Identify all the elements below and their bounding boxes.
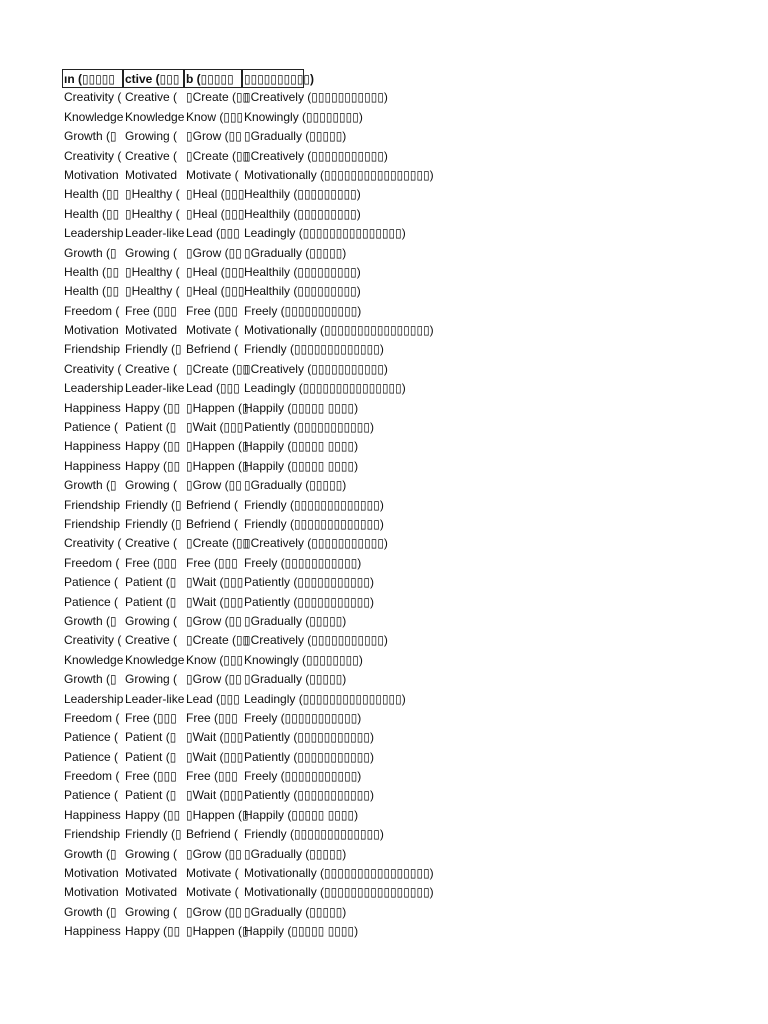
verb-cell[interactable]: ▯Heal (▯▯▯ [186,206,245,221]
verb-cell[interactable]: ▯Heal (▯▯▯ [186,284,245,299]
adverb-cell[interactable]: Friendly (▯▯▯▯▯▯▯▯▯▯▯▯▯) [244,827,384,842]
verb-cell[interactable]: Free (▯▯▯ [186,303,238,318]
adjective-cell[interactable]: Growing ( [125,846,178,861]
noun-cell[interactable]: Creativity ( [64,90,122,105]
noun-cell[interactable]: Motivation [64,866,119,881]
noun-cell[interactable]: Creativity ( [64,148,122,163]
verb-cell[interactable]: ▯Happen (▯ [186,400,249,415]
noun-cell[interactable]: Creativity ( [64,633,122,648]
adverb-cell[interactable]: ▯Gradually (▯▯▯▯▯) [244,245,347,260]
adverb-cell[interactable]: Motivationally (▯▯▯▯▯▯▯▯▯▯▯▯▯▯▯▯) [244,885,434,900]
adverb-cell[interactable]: ▯Creatively (▯▯▯▯▯▯▯▯▯▯▯) [244,148,388,163]
adverb-cell[interactable]: Knowingly (▯▯▯▯▯▯▯▯) [244,109,363,124]
noun-cell[interactable]: Happiness [64,807,121,822]
noun-cell[interactable]: Friendship [64,497,121,512]
adverb-cell[interactable]: Patiently (▯▯▯▯▯▯▯▯▯▯▯) [244,749,374,764]
verb-cell[interactable]: Lead (▯▯▯ [186,381,240,396]
noun-cell[interactable]: Happiness [64,458,121,473]
adjective-cell[interactable]: ▯Healthy ( [125,187,180,202]
adjective-cell[interactable]: Patient (▯ [125,594,177,609]
verb-cell[interactable]: ▯Create (▯▯ [186,90,250,105]
adverb-cell[interactable]: Motivationally (▯▯▯▯▯▯▯▯▯▯▯▯▯▯▯▯) [244,866,434,881]
noun-cell[interactable]: Growth (▯ [64,129,117,144]
verb-cell[interactable]: ▯Grow (▯▯ [186,129,242,144]
adverb-cell[interactable]: Leadingly (▯▯▯▯▯▯▯▯▯▯▯▯▯▯▯) [244,226,406,241]
adjective-cell[interactable]: Patient (▯ [125,788,177,803]
noun-cell[interactable]: Health (▯▯ [64,187,120,202]
noun-cell[interactable]: Leadership [64,691,124,706]
adjective-cell[interactable]: Patient (▯ [125,730,177,745]
noun-cell[interactable]: Patience ( [64,749,119,764]
noun-cell[interactable]: Health (▯▯ [64,264,120,279]
verb-cell[interactable]: ▯Wait (▯▯▯ [186,575,244,590]
adjective-cell[interactable]: Happy (▯▯ [125,400,181,415]
adverb-cell[interactable]: Healthily (▯▯▯▯▯▯▯▯▯) [244,187,361,202]
verb-cell[interactable]: ▯Happen (▯ [186,439,249,454]
adverb-cell[interactable]: Patiently (▯▯▯▯▯▯▯▯▯▯▯) [244,594,374,609]
verb-cell[interactable]: Motivate ( [186,323,239,338]
noun-cell[interactable]: Growth (▯ [64,672,117,687]
adverb-cell[interactable]: ▯Creatively (▯▯▯▯▯▯▯▯▯▯▯) [244,633,388,648]
noun-cell[interactable]: Motivation [64,323,119,338]
adverb-cell[interactable]: ▯Gradually (▯▯▯▯▯) [244,672,347,687]
adverb-cell[interactable]: ▯Gradually (▯▯▯▯▯) [244,904,347,919]
adjective-cell[interactable]: Knowledge [125,652,185,667]
verb-cell[interactable]: ▯Wait (▯▯▯ [186,788,244,803]
noun-cell[interactable]: Friendship [64,827,121,842]
verb-cell[interactable]: Befriend ( [186,497,239,512]
adverb-cell[interactable]: Happily (▯▯▯▯▯ ▯▯▯▯) [244,400,359,415]
adverb-cell[interactable]: Freely (▯▯▯▯▯▯▯▯▯▯▯) [244,769,362,784]
noun-cell[interactable]: Patience ( [64,788,119,803]
header-cell-noun[interactable]: ın (▯▯▯▯▯ [62,69,123,88]
adjective-cell[interactable]: Creative ( [125,90,178,105]
noun-cell[interactable]: Patience ( [64,730,119,745]
adverb-cell[interactable]: ▯Creatively (▯▯▯▯▯▯▯▯▯▯▯) [244,536,388,551]
noun-cell[interactable]: Leadership [64,381,124,396]
noun-cell[interactable]: Motivation [64,885,119,900]
verb-cell[interactable]: Befriend ( [186,516,239,531]
verb-cell[interactable]: Free (▯▯▯ [186,555,238,570]
adjective-cell[interactable]: Free (▯▯▯ [125,303,177,318]
adverb-cell[interactable]: Motivationally (▯▯▯▯▯▯▯▯▯▯▯▯▯▯▯▯) [244,323,434,338]
adverb-cell[interactable]: Friendly (▯▯▯▯▯▯▯▯▯▯▯▯▯) [244,342,384,357]
adverb-cell[interactable]: Freely (▯▯▯▯▯▯▯▯▯▯▯) [244,303,362,318]
verb-cell[interactable]: ▯Grow (▯▯ [186,904,242,919]
adverb-cell[interactable]: Healthily (▯▯▯▯▯▯▯▯▯) [244,284,361,299]
noun-cell[interactable]: Friendship [64,516,121,531]
adverb-cell[interactable]: Freely (▯▯▯▯▯▯▯▯▯▯▯) [244,555,362,570]
header-cell-adjective[interactable]: ctive (▯▯▯ [123,69,184,88]
noun-cell[interactable]: Freedom ( [64,303,120,318]
verb-cell[interactable]: Lead (▯▯▯ [186,691,240,706]
verb-cell[interactable]: Know (▯▯▯ [186,109,244,124]
verb-cell[interactable]: Motivate ( [186,885,239,900]
adverb-cell[interactable]: Happily (▯▯▯▯▯ ▯▯▯▯) [244,924,359,939]
noun-cell[interactable]: Freedom ( [64,769,120,784]
noun-cell[interactable]: Freedom ( [64,555,120,570]
noun-cell[interactable]: Growth (▯ [64,613,117,628]
verb-cell[interactable]: Befriend ( [186,342,239,357]
adjective-cell[interactable]: Knowledge [125,109,185,124]
adjective-cell[interactable]: Growing ( [125,245,178,260]
adjective-cell[interactable]: Friendly (▯ [125,497,182,512]
verb-cell[interactable]: ▯Create (▯▯ [186,536,250,551]
adjective-cell[interactable]: Friendly (▯ [125,342,182,357]
noun-cell[interactable]: Creativity ( [64,536,122,551]
verb-cell[interactable]: Motivate ( [186,167,239,182]
verb-cell[interactable]: Free (▯▯▯ [186,769,238,784]
noun-cell[interactable]: Creativity ( [64,361,122,376]
noun-cell[interactable]: Knowledge [64,652,124,667]
verb-cell[interactable]: ▯Wait (▯▯▯ [186,420,244,435]
adjective-cell[interactable]: Growing ( [125,672,178,687]
adjective-cell[interactable]: Friendly (▯ [125,827,182,842]
adjective-cell[interactable]: Happy (▯▯ [125,807,181,822]
adverb-cell[interactable]: Knowingly (▯▯▯▯▯▯▯▯) [244,652,363,667]
verb-cell[interactable]: ▯Happen (▯ [186,458,249,473]
verb-cell[interactable]: Know (▯▯▯ [186,652,244,667]
adjective-cell[interactable]: Creative ( [125,361,178,376]
verb-cell[interactable]: ▯Grow (▯▯ [186,245,242,260]
adjective-cell[interactable]: ▯Healthy ( [125,284,180,299]
adverb-cell[interactable]: Patiently (▯▯▯▯▯▯▯▯▯▯▯) [244,420,374,435]
verb-cell[interactable]: ▯Grow (▯▯ [186,846,242,861]
verb-cell[interactable]: Befriend ( [186,827,239,842]
verb-cell[interactable]: ▯Wait (▯▯▯ [186,749,244,764]
adverb-cell[interactable]: Patiently (▯▯▯▯▯▯▯▯▯▯▯) [244,730,374,745]
adverb-cell[interactable]: ▯Creatively (▯▯▯▯▯▯▯▯▯▯▯) [244,90,388,105]
noun-cell[interactable]: Patience ( [64,420,119,435]
verb-cell[interactable]: Free (▯▯▯ [186,710,238,725]
adverb-cell[interactable]: Happily (▯▯▯▯▯ ▯▯▯▯) [244,439,359,454]
verb-cell[interactable]: ▯Create (▯▯ [186,633,250,648]
adverb-cell[interactable]: Patiently (▯▯▯▯▯▯▯▯▯▯▯) [244,788,374,803]
noun-cell[interactable]: Knowledge [64,109,124,124]
noun-cell[interactable]: Happiness [64,924,121,939]
noun-cell[interactable]: Leadership [64,226,124,241]
adjective-cell[interactable]: Free (▯▯▯ [125,555,177,570]
adjective-cell[interactable]: Happy (▯▯ [125,458,181,473]
verb-cell[interactable]: ▯Wait (▯▯▯ [186,730,244,745]
adverb-cell[interactable]: Happily (▯▯▯▯▯ ▯▯▯▯) [244,807,359,822]
adverb-cell[interactable]: Motivationally (▯▯▯▯▯▯▯▯▯▯▯▯▯▯▯▯) [244,167,434,182]
adverb-cell[interactable]: ▯Gradually (▯▯▯▯▯) [244,129,347,144]
noun-cell[interactable]: Growth (▯ [64,904,117,919]
adverb-cell[interactable]: ▯Creatively (▯▯▯▯▯▯▯▯▯▯▯) [244,361,388,376]
adjective-cell[interactable]: Leader-like [125,226,185,241]
adverb-cell[interactable]: Friendly (▯▯▯▯▯▯▯▯▯▯▯▯▯) [244,497,384,512]
verb-cell[interactable]: ▯Create (▯▯ [186,148,250,163]
verb-cell[interactable]: ▯Heal (▯▯▯ [186,264,245,279]
adjective-cell[interactable]: Growing ( [125,613,178,628]
header-cell-adverb[interactable]: ▯▯▯▯▯▯▯▯▯▯) [242,69,304,88]
adjective-cell[interactable]: Motivated [125,323,178,338]
adjective-cell[interactable]: Free (▯▯▯ [125,769,177,784]
adverb-cell[interactable]: ▯Gradually (▯▯▯▯▯) [244,613,347,628]
verb-cell[interactable]: Motivate ( [186,866,239,881]
adverb-cell[interactable]: Happily (▯▯▯▯▯ ▯▯▯▯) [244,458,359,473]
verb-cell[interactable]: ▯Grow (▯▯ [186,613,242,628]
adjective-cell[interactable]: Leader-like [125,691,185,706]
noun-cell[interactable]: Health (▯▯ [64,284,120,299]
adverb-cell[interactable]: ▯Gradually (▯▯▯▯▯) [244,478,347,493]
adjective-cell[interactable]: Motivated [125,866,178,881]
adjective-cell[interactable]: Happy (▯▯ [125,439,181,454]
adverb-cell[interactable]: Friendly (▯▯▯▯▯▯▯▯▯▯▯▯▯) [244,516,384,531]
noun-cell[interactable]: Happiness [64,400,121,415]
header-cell-verb[interactable]: b (▯▯▯▯▯ [184,69,242,88]
verb-cell[interactable]: ▯Heal (▯▯▯ [186,187,245,202]
adverb-cell[interactable]: Healthily (▯▯▯▯▯▯▯▯▯) [244,264,361,279]
adverb-cell[interactable]: Leadingly (▯▯▯▯▯▯▯▯▯▯▯▯▯▯▯) [244,691,406,706]
noun-cell[interactable]: Health (▯▯ [64,206,120,221]
adjective-cell[interactable]: Patient (▯ [125,749,177,764]
verb-cell[interactable]: ▯Grow (▯▯ [186,478,242,493]
adverb-cell[interactable]: Freely (▯▯▯▯▯▯▯▯▯▯▯) [244,710,362,725]
adjective-cell[interactable]: Patient (▯ [125,420,177,435]
adjective-cell[interactable]: Growing ( [125,904,178,919]
noun-cell[interactable]: Growth (▯ [64,245,117,260]
verb-cell[interactable]: ▯Happen (▯ [186,807,249,822]
noun-cell[interactable]: Patience ( [64,575,119,590]
adjective-cell[interactable]: Motivated [125,885,178,900]
adjective-cell[interactable]: ▯Healthy ( [125,206,180,221]
adverb-cell[interactable]: Healthily (▯▯▯▯▯▯▯▯▯) [244,206,361,221]
noun-cell[interactable]: Motivation [64,167,119,182]
adjective-cell[interactable]: Creative ( [125,633,178,648]
adjective-cell[interactable]: Happy (▯▯ [125,924,181,939]
noun-cell[interactable]: Patience ( [64,594,119,609]
adjective-cell[interactable]: Motivated [125,167,178,182]
verb-cell[interactable]: Lead (▯▯▯ [186,226,240,241]
verb-cell[interactable]: ▯Happen (▯ [186,924,249,939]
noun-cell[interactable]: Growth (▯ [64,478,117,493]
adjective-cell[interactable]: Growing ( [125,478,178,493]
verb-cell[interactable]: ▯Grow (▯▯ [186,672,242,687]
noun-cell[interactable]: Friendship [64,342,121,357]
adjective-cell[interactable]: Friendly (▯ [125,516,182,531]
verb-cell[interactable]: ▯Wait (▯▯▯ [186,594,244,609]
adjective-cell[interactable]: Creative ( [125,148,178,163]
verb-cell[interactable]: ▯Create (▯▯ [186,361,250,376]
adverb-cell[interactable]: Leadingly (▯▯▯▯▯▯▯▯▯▯▯▯▯▯▯) [244,381,406,396]
adjective-cell[interactable]: Leader-like [125,381,185,396]
adjective-cell[interactable]: Free (▯▯▯ [125,710,177,725]
noun-cell[interactable]: Happiness [64,439,121,454]
adjective-cell[interactable]: ▯Healthy ( [125,264,180,279]
noun-cell[interactable]: Growth (▯ [64,846,117,861]
adjective-cell[interactable]: Growing ( [125,129,178,144]
adjective-cell[interactable]: Creative ( [125,536,178,551]
noun-cell[interactable]: Freedom ( [64,710,120,725]
adverb-cell[interactable]: ▯Gradually (▯▯▯▯▯) [244,846,347,861]
adverb-cell[interactable]: Patiently (▯▯▯▯▯▯▯▯▯▯▯) [244,575,374,590]
adjective-cell[interactable]: Patient (▯ [125,575,177,590]
